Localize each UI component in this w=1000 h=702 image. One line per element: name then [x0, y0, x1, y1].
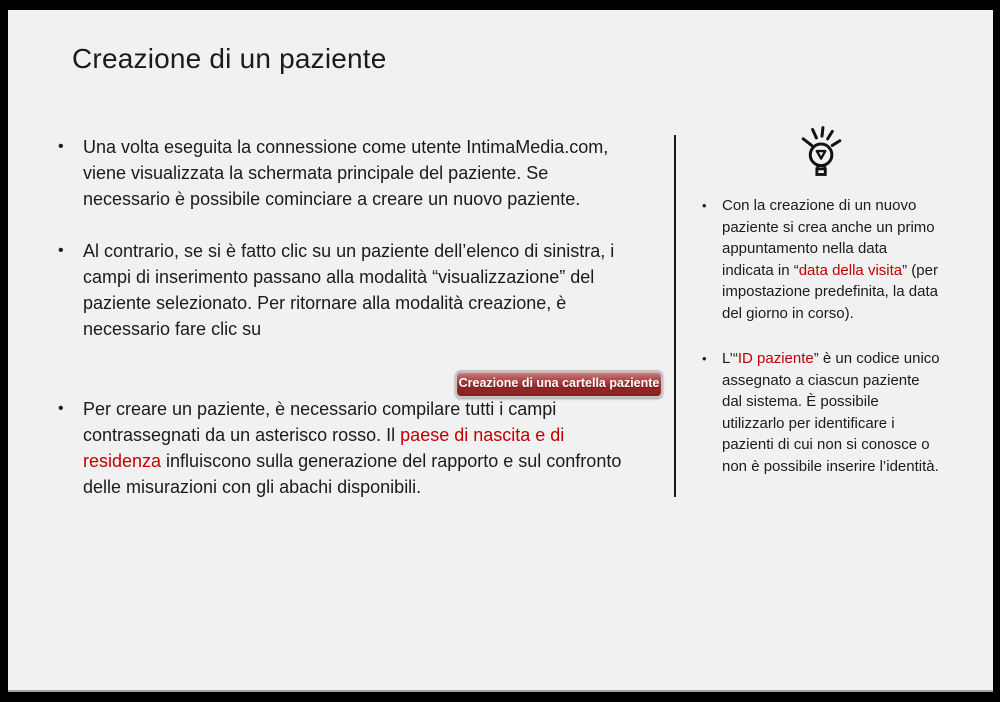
text-segment: Al contrario, se si è fatto clic su un paziente dell’elenco di sinistra, i campi di inserimento passano alla modalità “visualizzazione” del paziente selezionato. Per ritornare alla modalità creazione, è necessario fare clic su [83, 241, 615, 339]
text-segment: L’“ [722, 350, 738, 367]
highlighted-text: data della visita [798, 261, 903, 279]
text-segment: ” è un codice unico assegnato a ciascun paziente dal sistema. È possibile utilizzarlo per identificare i pazienti di cui non si conosce o non è possibile inserire l’identità. [722, 350, 940, 475]
text-segment: Una volta eseguita la connessione come utente IntimaMedia.com, viene visualizzata la schermata principale del paziente. Se necessario è possibile cominciare a creare un nuovo paziente. [83, 137, 609, 209]
tip-bullet-list [700, 195, 942, 477]
bullet-item [52, 134, 637, 212]
text-segment: ” (per impostazione predefinita, la data del giorno in corso). [722, 261, 938, 322]
left-bullet-list [52, 134, 637, 500]
lightbulb-icon [792, 122, 852, 182]
text-segment: Con la creazione di un nuovo paziente si crea anche un primo appuntamento nella data indicata in “ [722, 197, 935, 279]
highlighted-text: ID paziente [737, 350, 814, 367]
slide [8, 10, 993, 692]
create-patient-record-button[interactable]: Creazione di una cartella paziente [455, 370, 663, 398]
page-title: Creazione di un paziente [72, 43, 387, 74]
bullet-item [52, 396, 637, 500]
vertical-divider [674, 135, 676, 497]
text-segment: Per creare un paziente, è necessario compilare tutti i campi contrassegnati da un asterisco rosso. Il [83, 399, 557, 445]
text-segment: influiscono sulla generazione del rapporto e sul confronto delle misurazioni con gli abachi disponibili. [83, 451, 622, 497]
bullet-item [700, 195, 942, 324]
highlighted-text: paese di nascita e di residenza [83, 425, 565, 471]
bullet-item [52, 238, 637, 342]
bullet-item [700, 348, 942, 477]
